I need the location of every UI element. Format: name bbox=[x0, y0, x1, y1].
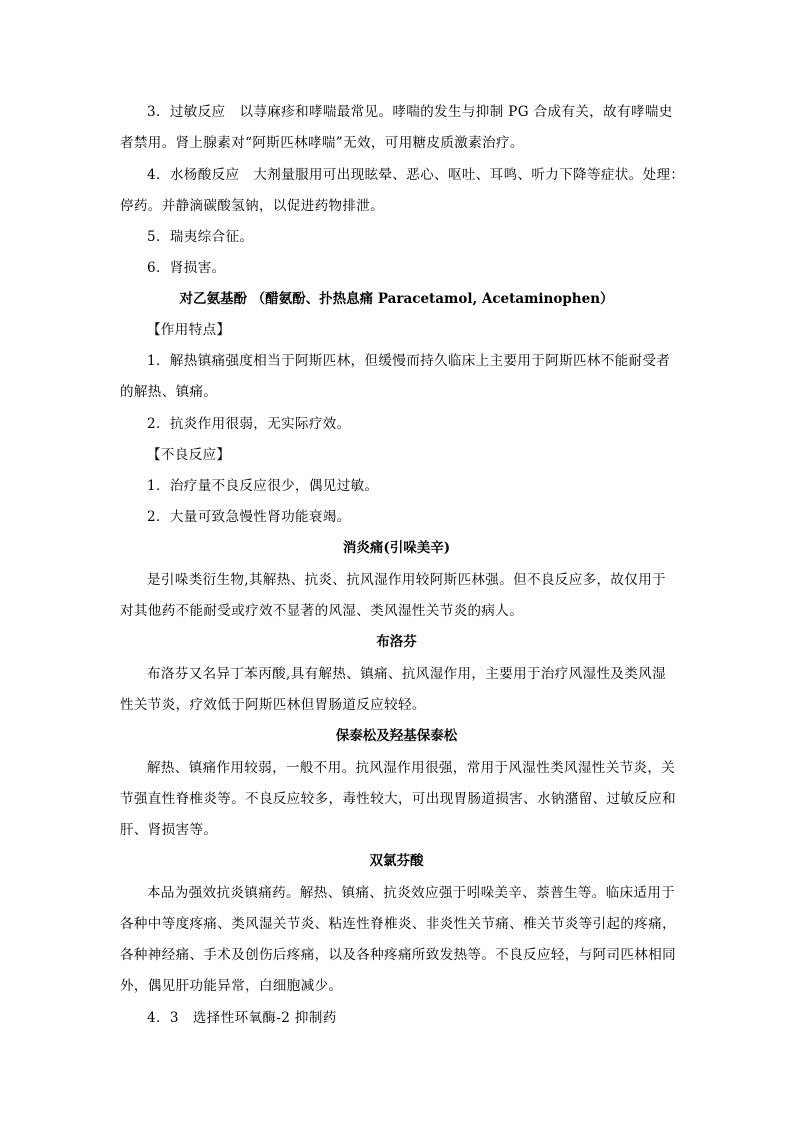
paracetamol-features-label: 【作用特点】 bbox=[147, 322, 231, 338]
paracetamol-adverse-label: 【不良反应】 bbox=[147, 447, 231, 463]
salicylate-label: 4．水杨酸反应 bbox=[147, 167, 240, 183]
paracetamol-feature-2: 2．抗炎作用很弱，无实际疗效。 bbox=[147, 416, 351, 432]
allergy-label: 3．过敏反应 bbox=[147, 104, 226, 120]
allergy-text: 以荨麻疹和哮喘最常见。哮喘的发生与抑制 PG 合成有关，故有哮喘史 bbox=[239, 104, 673, 120]
ibuprofen-line-1: 布洛芬又名异丁苯丙酸,具有解热、镇痛、抗风湿作用，主要用于治疗风湿性及类风湿 bbox=[147, 666, 666, 682]
phenylbutazone-line-3: 肝、肾损害等。 bbox=[120, 822, 218, 838]
paracetamol-heading: 对乙氨基酚 （醋氨酚、扑热息痛 Paracetamol, Acetaminophen） bbox=[179, 291, 614, 307]
diclofenac-heading: 双氯芬酸 bbox=[369, 853, 424, 869]
paracetamol-feature-1-line-1: 1．解热镇痛强度相当于阿斯匹林，但缓慢而持久临床上主要用于阿斯匹林不能耐受者 bbox=[147, 353, 671, 369]
diclofenac-line-3: 各种神经痛、手术及创伤后疼痛，以及各种疼痛所致发热等。不良反应轻，与阿司匹林相同 bbox=[120, 947, 676, 963]
paracetamol-feature-1-line-2: 的解热、镇痛。 bbox=[120, 384, 218, 400]
phenylbutazone-heading: 保泰松及羟基保泰松 bbox=[335, 728, 458, 744]
allergy-line-1 bbox=[147, 102, 673, 122]
section-4-3-heading bbox=[147, 1008, 673, 1028]
diclofenac-line-1: 本品为强效抗炎镇痛药。解热、镇痛、抗炎效应强于吲哚美辛、萘普生等。临床适用于 bbox=[147, 885, 676, 901]
indomethacin-heading: 消炎痛(引哚美辛) bbox=[342, 540, 451, 556]
indomethacin-line-2: 对其他药不能耐受或疗效不显著的风湿、类风湿性关节炎的病人。 bbox=[120, 603, 524, 619]
phenylbutazone-line-2: 节强直性脊椎炎等。不良反应较多，毒性较大，可出现胃肠道损害、水钠潴留、过敏反应和 bbox=[120, 791, 676, 807]
section-title: 选择性环氧酶-2 抑制药 bbox=[192, 1010, 337, 1026]
item-6: 6．肾损害。 bbox=[147, 260, 226, 276]
diclofenac-line-4: 外，偶见肝功能异常，白细胞减少。 bbox=[120, 978, 343, 994]
section-number: 4．3 bbox=[147, 1010, 179, 1026]
paracetamol-adverse-2: 2．大量可致急慢性肾功能衰竭。 bbox=[147, 509, 351, 525]
diclofenac-line-2: 各种中等度疼痛、类风湿关节炎、粘连性脊椎炎、非炎性关节痛、椎关节炎等引起的疼痛， bbox=[120, 916, 676, 932]
indomethacin-line-1: 是引哚类衍生物,其解热、抗炎、抗风湿作用较阿斯匹林强。但不良反应多，故仅用于 bbox=[147, 572, 666, 588]
ibuprofen-line-2: 性关节炎，疗效低于阿斯匹林但胃肠道反应较轻。 bbox=[120, 697, 426, 713]
item-5: 5．瑞夷综合征。 bbox=[147, 229, 254, 245]
phenylbutazone-line-1: 解热、镇痛作用较弱，一般不用。抗风湿作用很强，常用于风湿性类风湿性关节炎，关 bbox=[147, 760, 676, 776]
ibuprofen-heading: 布洛芬 bbox=[376, 634, 417, 650]
allergy-line-2: 者禁用。肾上腺素对“阿斯匹林哮喘”无效，可用糖皮质激素治疗。 bbox=[120, 135, 524, 151]
salicylate-text: 大剂量服用可出现眩晕、恶心、呕吐、耳鸣、听力下降等症状。处理： bbox=[253, 167, 685, 183]
paracetamol-adverse-1: 1．治疗量不良反应很少，偶见过敏。 bbox=[147, 478, 379, 494]
salicylate-line-1 bbox=[147, 165, 685, 185]
salicylate-line-2: 停药。并静滴碳酸氢钠，以促进药物排泄。 bbox=[120, 198, 385, 214]
